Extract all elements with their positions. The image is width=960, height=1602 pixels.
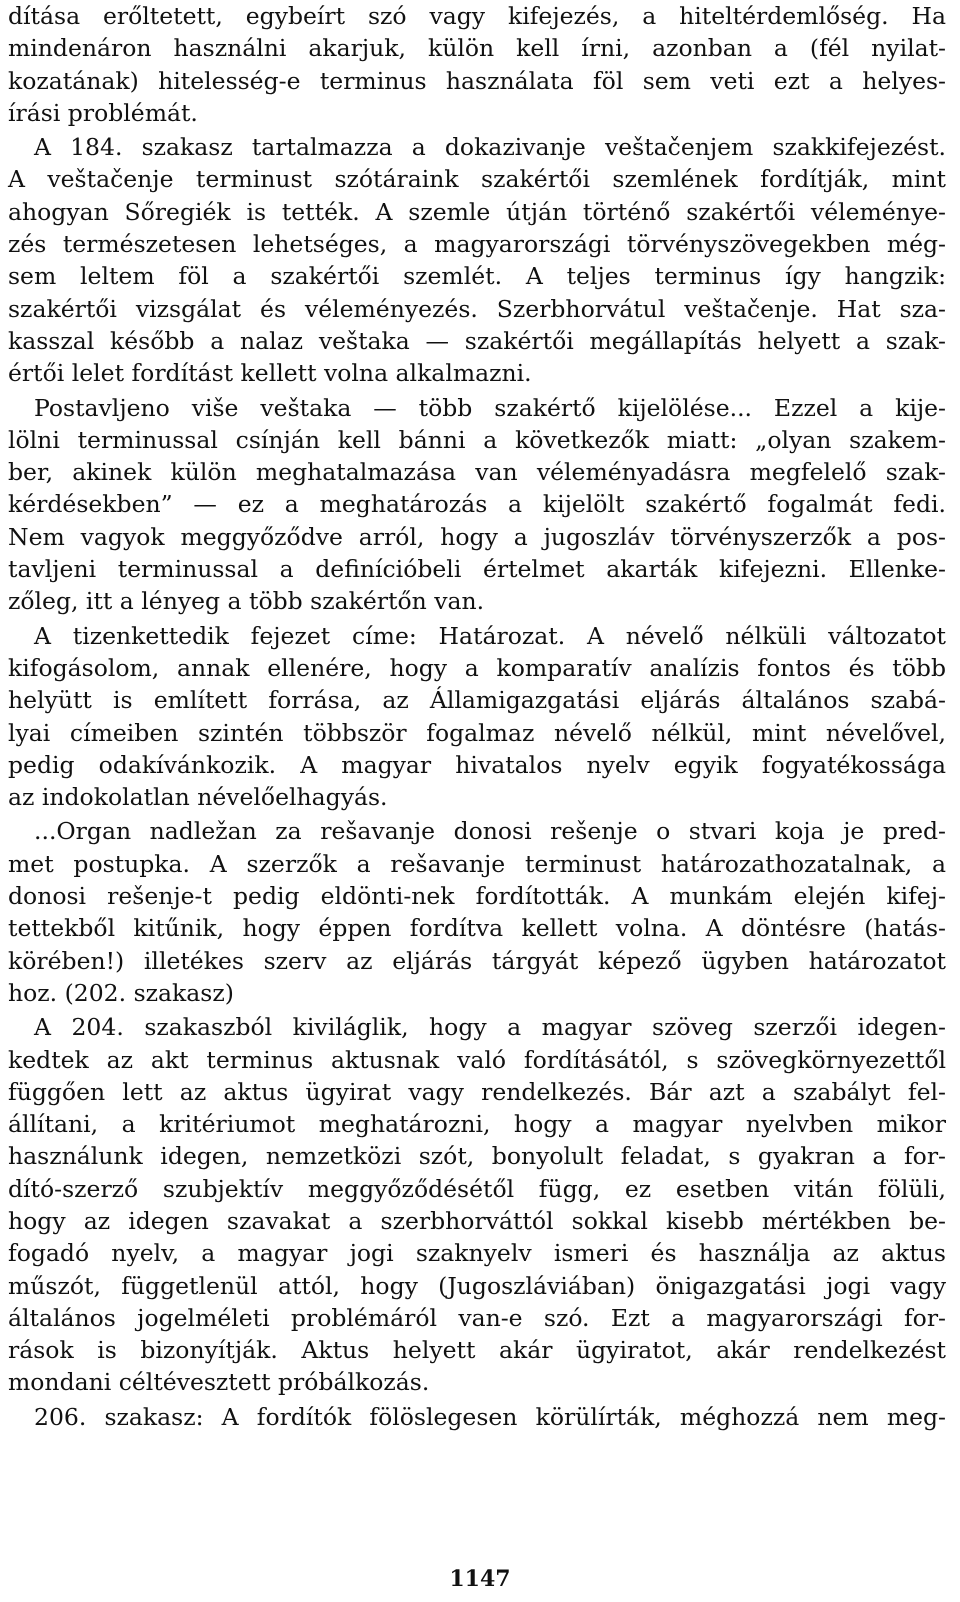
text-line: A tizenkettedik fejezet címe: Határozat. A névelő nélküli változatot: [34, 621, 946, 650]
text-line: zőleg, itt a lényeg a több szakértőn van.: [8, 587, 485, 616]
paragraph: [8, 392, 946, 618]
text-line: A 204. szakaszból kiviláglik, hogy a magyar szöveg szerzői idegen-: [34, 1013, 946, 1042]
text-line: hoz. (202. szakasz): [8, 978, 234, 1007]
text-line: ...Organ nadležan za rešavanje donosi rešenje o stvari koja je pred-: [34, 817, 946, 846]
text-line: szakértői vizsgálat és véleményezés. Szerbhorvátul veštačenje. Hat sza-: [8, 294, 946, 323]
text-line: ahogyan Sőregiék is tették. A szemle útján történő szakértői véleménye-: [8, 197, 946, 226]
text-line: írási problémát.: [8, 98, 198, 127]
text-line: körében!) illetékes szerv az eljárás tárgyát képező ügyben határozatot: [8, 946, 946, 975]
text-line: tettekből kitűnik, hogy éppen fordítva kellett volna. A döntésre (hatás-: [8, 914, 946, 943]
text-line: kozatának) hitelesség-e terminus használata föl sem veti ezt a helyes-: [8, 66, 946, 95]
text-line: kedtek az akt terminus aktusnak való fordításától, s szövegkörnyezettől: [8, 1045, 946, 1074]
text-line: fogadó nyelv, a magyar jogi szaknyelv ismeri és használja az aktus: [8, 1239, 946, 1268]
text-line: Nem vagyok meggyőződve arról, hogy a jugoszláv törvényszerzők a pos-: [8, 522, 946, 551]
text-line: kasszal később a nalaz veštaka — szakértői megállapítás helyett a szak-: [8, 326, 946, 355]
text-line: donosi rešenje-t pedig eldönti-nek fordították. A munkám elején kifej-: [8, 882, 946, 911]
text-line: mondani céltévesztett próbálkozás.: [8, 1368, 430, 1397]
text-line: függően lett az aktus ügyirat vagy rendelkezés. Bár azt a szabályt fel-: [8, 1077, 946, 1106]
paragraph: [8, 131, 946, 389]
text-line: sem leltem föl a szakértői szemlét. A teljes terminus így hangzik:: [8, 262, 946, 291]
text-line: műszót, függetlenül attól, hogy (Jugoszláviában) önigazgatási jogi vagy: [8, 1271, 946, 1300]
paragraph: [8, 620, 946, 814]
text-line: A veštačenje terminust szótáraink szakértői szemlének fordítják, mint: [8, 165, 946, 194]
text-line: használunk idegen, nemzetközi szót, bonyolult feladat, s gyakran a for-: [8, 1142, 946, 1171]
text-line: kifogásolom, annak ellenére, hogy a komparatív analízis fontos és több: [8, 653, 946, 682]
text-line: az indokolatlan névelőelhagyás.: [8, 783, 388, 812]
text-line: lyai címeiben szintén többször fogalmaz névelő nélkül, mint névelővel,: [8, 718, 946, 747]
paragraph: [8, 1401, 946, 1433]
text-line: kérdésekben” — ez a meghatározás a kijelölt szakértő fogalmát fedi.: [8, 490, 946, 519]
text-line: Postavljeno više veštaka — több szakértő kijelölése... Ezzel a kije-: [34, 393, 946, 422]
text-line: A 184. szakasz tartalmazza a dokazivanje veštačenjem szakkifejezést.: [34, 133, 946, 162]
text-line: helyütt is említett forrása, az Államigazgatási eljárás általános szabá-: [8, 686, 946, 715]
text-line: lölni terminussal csínján kell bánni a következők miatt: „olyan szakem-: [8, 425, 946, 454]
text-line: állítani, a kritériumot meghatározni, hogy a magyar nyelvben mikor: [8, 1110, 946, 1139]
text-line: 206. szakasz: A fordítók fölöslegesen körülírták, méghozzá nem meg-: [34, 1402, 946, 1431]
page-number: 1147: [449, 1566, 511, 1592]
text-line: hogy az idegen szavakat a szerbhorváttól sokkal kisebb mértékben be-: [8, 1206, 946, 1235]
text-line: mindenáron használni akarjuk, külön kell írni, azonban a (fél nyilat-: [8, 34, 946, 63]
text-line: rások is bizonyítják. Aktus helyett akár ügyiratot, akár rendelkezést: [8, 1336, 946, 1365]
text-line: pedig odakívánkozik. A magyar hivatalos nyelv egyik fogyatékossága: [8, 750, 946, 779]
text-line: értői lelet fordítást kellett volna alkalmazni.: [8, 359, 532, 388]
text-line: met postupka. A szerzők a rešavanje terminust határozathozatalnak, a: [8, 849, 946, 878]
text-line: dítása erőltetett, egybeírt szó vagy kifejezés, a hiteltérdemlőség. Ha: [8, 2, 946, 30]
text-line: zés természetesen lehetséges, a magyarországi törvényszövegekben még-: [8, 230, 946, 259]
document-page: [8, 0, 946, 1433]
text-line: tavljeni terminussal a definícióbeli értelmet akarták kifejezni. Ellenke-: [8, 555, 946, 584]
paragraph: [8, 1011, 946, 1399]
paragraph: [8, 815, 946, 1009]
text-line: dító-szerző szubjektív meggyőződésétől függ, ez esetben vitán fölüli,: [8, 1174, 946, 1203]
text-line: ber, akinek külön meghatalmazása van véleményadásra megfelelő szak-: [8, 458, 946, 487]
paragraph: [8, 0, 946, 129]
text-line: általános jogelméleti problémáról van-e szó. Ezt a magyarországi for-: [8, 1303, 946, 1332]
